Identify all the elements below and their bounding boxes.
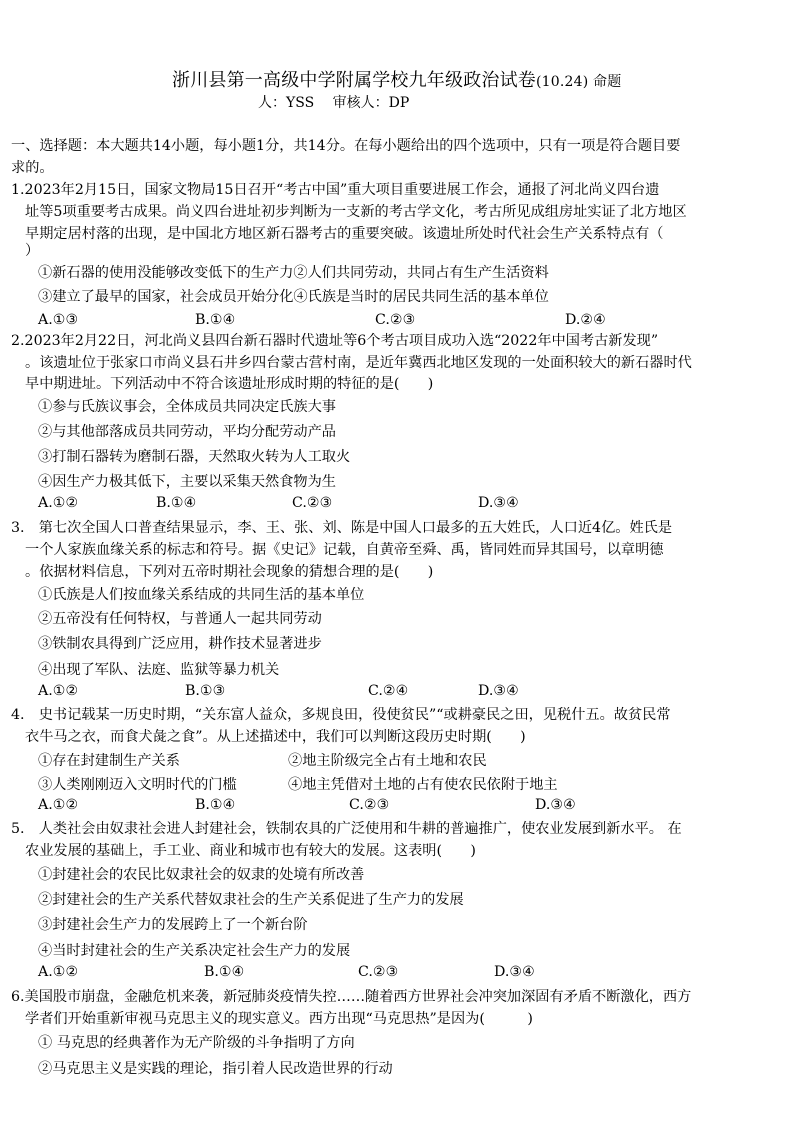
- page-subtitle: 人：YSS 审核人：DP: [258, 95, 410, 111]
- q2-option-c[interactable]: C.②③: [292, 495, 333, 511]
- q6-stem-line1: 6.美国股市崩盘，金融危机来袭，新冠肺炎疫情失控……随着西方世界社会冲突加深固有矛盾不断激化，西方: [11, 989, 692, 1005]
- page-title: [172, 66, 621, 92]
- q4-statement-2: ②地主阶级完全占有土地和农民: [288, 753, 487, 769]
- q2-option-d[interactable]: D.③④: [478, 495, 519, 511]
- q1-statement-2: ③建立了最早的国家，社会成员开始分化④氏族是当时的居民共同生活的基本单位: [38, 289, 549, 305]
- q3-stem-line2: 一个人家族血缘关系的标志和符号。据《史记》记载，自黄帝至舜、禹，皆同姓而异其国号，以章明德: [25, 542, 664, 558]
- q2-statement-3: ③打制石器转为磨制石器，天然取火转为人工取火: [38, 449, 351, 465]
- q4-option-c[interactable]: C.②③: [349, 797, 390, 813]
- section-instruction-line2: 求的。: [11, 160, 54, 176]
- q5-option-b[interactable]: B.①④: [204, 964, 245, 980]
- q3-statement-3: ③铁制农具得到广泛应用，耕作技术显著进步: [38, 636, 322, 652]
- q3-statement-4: ④出现了军队、法庭、监狱等暴力机关: [38, 662, 280, 678]
- q5-option-a[interactable]: A.①②: [38, 964, 79, 980]
- q1-option-a[interactable]: A.①③: [38, 312, 79, 328]
- q3-statement-2: ②五帝没有任何特权，与普通人一起共同劳动: [38, 611, 322, 627]
- q5-option-d[interactable]: D.③④: [494, 964, 535, 980]
- q6-statement-1: ① 马克思的经典著作为无产阶级的斗争指明了方向: [38, 1035, 355, 1051]
- q6-stem-line2: 学者们开始重新审视马克思主义的现实意义。西方出现“马克思热”是因为( ): [25, 1011, 533, 1027]
- q5-statement-2: ②封建社会的生产关系代替奴隶社会的生产关系促进了生产力的发展: [38, 892, 464, 908]
- q4-stem-line2: 衣牛马之衣，而食犬彘之食”。从上述描述中，我们可以判断这段历史时期( ): [25, 729, 526, 745]
- q5-statement-4: ④当时封建社会的生产关系决定社会生产力的发展: [38, 943, 351, 959]
- q3-option-c[interactable]: C.②④: [368, 683, 409, 699]
- title-suffix: (10.24) 命题: [536, 74, 622, 90]
- q1-stem-line2: 址等5项重要考古成果。尚义四台进址初步判断为一支新的考古学文化，考古所见成组房址实证了北方地区: [25, 204, 687, 220]
- q2-stem-line2: 。该遗址位于张家口市尚义县石井乡四台蒙古营村南，是近年冀西北地区发现的一处面积较大的新石器时代: [25, 355, 692, 371]
- q3-option-a[interactable]: A.①②: [38, 683, 79, 699]
- q3-statement-1: ①氏族是人们按血缘关系结成的共同生活的基本单位: [38, 587, 365, 603]
- q4-stem-line1: 4. 史书记载某一历史时期，“关东富人益众，多规良田，役使贫民”“或耕豪民之田，见税什五。故贫民常: [11, 707, 671, 723]
- q3-stem-line3: 。依据材料信息，下列对五帝时期社会现象的猜想合理的是( ): [25, 564, 434, 580]
- q3-stem-line1: 3. 第七次全国人口普查结果显示，李、王、张、刘、陈是中国人口最多的五大姓氏，人口近4亿。姓氏是: [11, 520, 673, 536]
- q5-statement-1: ①封建社会的农民比奴隶社会的奴隶的处境有所改善: [38, 867, 365, 883]
- q1-option-d[interactable]: D.②④: [565, 312, 606, 328]
- q3-option-d[interactable]: D.③④: [478, 683, 519, 699]
- q1-stem-line3: 早期定居村落的出现，是中国北方地区新石器考古的重要突破。该遗址所处时代社会生产关系特点有（: [25, 226, 664, 242]
- q2-statement-4: ④因生产力极其低下，主要以采集天然食物为生: [38, 474, 336, 490]
- q2-option-a[interactable]: A.①②: [38, 495, 79, 511]
- q2-statement-1: ①参与氏族议事会，全体成员共同决定氏族大事: [38, 399, 336, 415]
- q6-statement-2: ②马克思主义是实践的理论，指引着人民改造世界的行动: [38, 1061, 393, 1077]
- q5-stem-line1: 5. 人类社会由奴隶社会进人封建社会，铁制农具的广泛使用和牛耕的普遍推广，使农业发展到新水平。 在: [11, 821, 682, 837]
- q4-option-b[interactable]: B.①④: [195, 797, 236, 813]
- q4-statement-1: ①存在封建制生产关系: [38, 753, 180, 769]
- q1-option-b[interactable]: B.①④: [195, 312, 236, 328]
- q2-statement-2: ②与其他部落成员共同劳动，平均分配劳动产品: [38, 424, 336, 440]
- q2-option-b[interactable]: B.①④: [156, 495, 197, 511]
- q4-option-a[interactable]: A.①②: [38, 797, 79, 813]
- q4-statement-4: ④地主凭借对土地的占有使农民依附于地主: [288, 777, 558, 793]
- section-instruction-line1: 一、选择题：本大题共14小题，每小题1分，共14分。在每小题给出的四个选项中，只有一项是符合题目要: [11, 138, 681, 154]
- q3-option-b[interactable]: B.①③: [185, 683, 226, 699]
- q1-stem-line4: ）: [25, 243, 40, 259]
- title-main: 浙川县第一高级中学附属学校九年级政治试卷: [172, 70, 536, 91]
- q1-statement-1: ①新石器的使用没能够改变低下的生产力②人们共同劳动，共同占有生产生活资料: [38, 265, 549, 281]
- q2-stem-line3: 早中期进址。下列活动中不符合该遗址形成时期的特征的是( ): [25, 376, 434, 392]
- q2-stem-line1: 2.2023年2月22日，河北尚义县四台新石器时代遗址等6个考古项目成功入选“2022年中国考古新发现”: [11, 333, 659, 349]
- q1-option-c[interactable]: C.②③: [375, 312, 416, 328]
- q4-option-d[interactable]: D.③④: [535, 797, 576, 813]
- q1-stem-line1: 1.2023年2月15日，国家文物局15日召开“考古中国”重大项目重要进展工作会，通报了河北尚义四台遗: [11, 182, 660, 198]
- q5-stem-line2: 农业发展的基础上，手工业、商业和城市也有较大的发展。这表明( ): [25, 843, 476, 859]
- q5-statement-3: ③封建社会生产力的发展跨上了一个新台阶: [38, 917, 308, 933]
- q5-option-c[interactable]: C.②③: [358, 964, 399, 980]
- q4-statement-3: ③人类刚刚迈入文明时代的门槛: [38, 777, 237, 793]
